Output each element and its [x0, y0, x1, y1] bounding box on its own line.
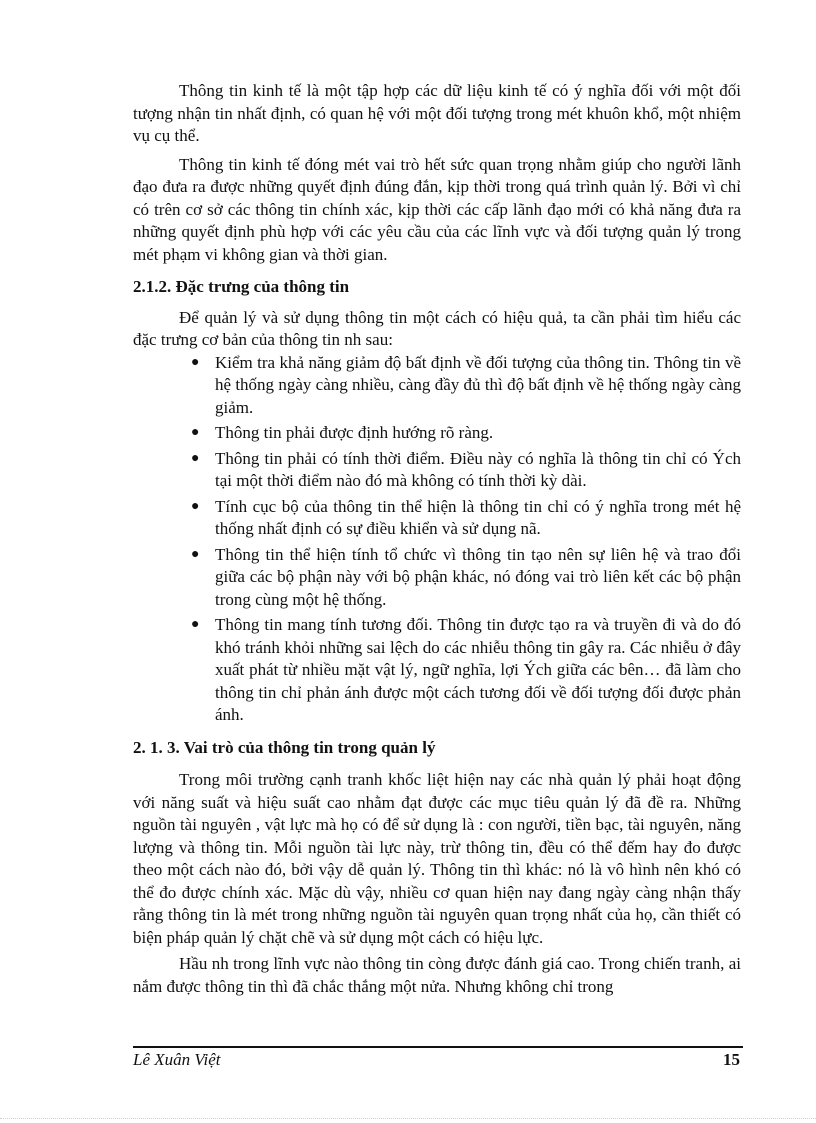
- bullet-icon: ●: [191, 450, 200, 466]
- bullet-icon: ●: [191, 617, 200, 632]
- document-body: [133, 80, 741, 998]
- paragraph: Để quản lý và sử dụng thông tin một cách có hiệu quả, ta cần phải tìm hiểu các đặc trưng cơ bản của thông tin nh sau:: [133, 307, 741, 349]
- list-item: [133, 422, 741, 445]
- bullet-icon: ●: [191, 425, 200, 440]
- section-heading: 2. 1. 3. Vai trò của thông tin trong quản lý: [133, 737, 436, 757]
- page-edge-divider: [0, 1118, 816, 1119]
- list-item: [133, 544, 741, 612]
- footer-divider: [133, 1046, 743, 1048]
- list-item: [133, 448, 741, 493]
- section-heading: 2.1.2. Đặc trưng của thông tin: [133, 277, 350, 296]
- list-item-text: Thông tin mang tính tương đối. Thông tin được tạo ra và truyền đi và do đó khó tránh khỏi những sai lệch do các nhiễu thông tin gây ra. Các nhiễu ở đây xuất phát từ nhiều mặt vật lý, ngữ nghĩa, lợi Ých giữa các bên… đã làm cho thông tin chỉ phản ánh được một cách tương đối về đối tượng đối được phản ánh.: [215, 615, 741, 724]
- list-item-text: Thông tin thể hiện tính tổ chức vì thông tin tạo nên sự liên hệ và trao đổi giữa các bộ phận này với bộ phận khác, nó đóng vai trò liên kết các bộ phận trong cùng một hệ thống.: [215, 544, 741, 609]
- bullet-list: [133, 352, 741, 727]
- paragraph: Thông tin kinh tế là một tập hợp các dữ liệu kinh tế có ý nghĩa đối với một đối tượng nhận tin nhất định, có quan hệ với một đối tượng trong mét khuôn khổ, một nhiệm vụ cụ thể.: [133, 81, 741, 145]
- bullet-icon: ●: [191, 354, 200, 370]
- paragraph: Trong môi trường cạnh tranh khốc liệt hiện nay các nhà quản lý phải hoạt động với năng suất và hiệu suất cao nhằm đạt được các mục tiêu quản lý đã đề ra. Những nguồn tài nguyên , vật lực mà họ có để sử dụng là : con người, tiền bạc, tài nguyên, năng lượng và thông tin. Mỗi nguồn tài lực này, trừ thông tin, đều có thể đếm hay đo được theo một cách nào đó, bởi vậy dễ quản lý. Thông tin thì khác: nó là vô hình nên khó có thể đo được chính xác. Mặc dù vậy, nhiều cơ quan hiện nay đang ngày càng nhận thấy rằng thông tin là mét trong những nguồn tài nguyên quan trọng nhất của họ, cần thiết có biện pháp quản lý chặt chẽ và sử dụng một cách có hiệu lực.: [133, 770, 741, 947]
- list-item-text: Tính cục bộ của thông tin thể hiện là thông tin chỉ có ý nghĩa trong mét hệ thống nhất định có sự điều khiển và sử dụng nã.: [215, 496, 741, 538]
- list-item-text: Thông tin phải được định hướng rõ ràng.: [215, 423, 494, 442]
- list-item-text: Thông tin phải có tính thời điểm. Điều này có nghĩa là thông tin chỉ có Ých tại một thời điểm nào đó mà không có tính thời kỳ dài.: [215, 448, 741, 490]
- bullet-icon: ●: [191, 546, 200, 562]
- list-item: [133, 496, 741, 541]
- page-number: 15: [723, 1050, 740, 1069]
- list-item: [133, 352, 741, 420]
- footer-author: Lê Xuân Việt: [133, 1050, 221, 1069]
- list-item-text: Kiểm tra khả năng giảm độ bất định về đối tượng của thông tin. Thông tin về hệ thống ngày càng nhiều, càng đầy đủ thì độ bất định về hệ thống ngày càng giảm.: [215, 352, 741, 417]
- list-item: [133, 614, 741, 727]
- paragraph: Thông tin kinh tế đóng mét vai trò hết sức quan trọng nhằm giúp cho người lãnh đạo đưa ra được những quyết định đúng đắn, kịp thời trong quá trình quản lý. Bởi vì chỉ có trên cơ sở các thông tin chính xác, kịp thời các cấp lãnh đạo mới có khả năng đưa ra những quyết định phù hợp với các yêu cầu của các lĩnh vực và đối tượng quản lý trong mét phạm vi không gian và thời gian.: [133, 154, 741, 264]
- bullet-icon: ●: [191, 498, 200, 514]
- paragraph: Hầu nh trong lĩnh vực nào thông tin còng được đánh giá cao. Trong chiến tranh, ai nắm được thông tin thì đã chắc thắng một nửa. Nhưng không chỉ trong: [133, 954, 741, 996]
